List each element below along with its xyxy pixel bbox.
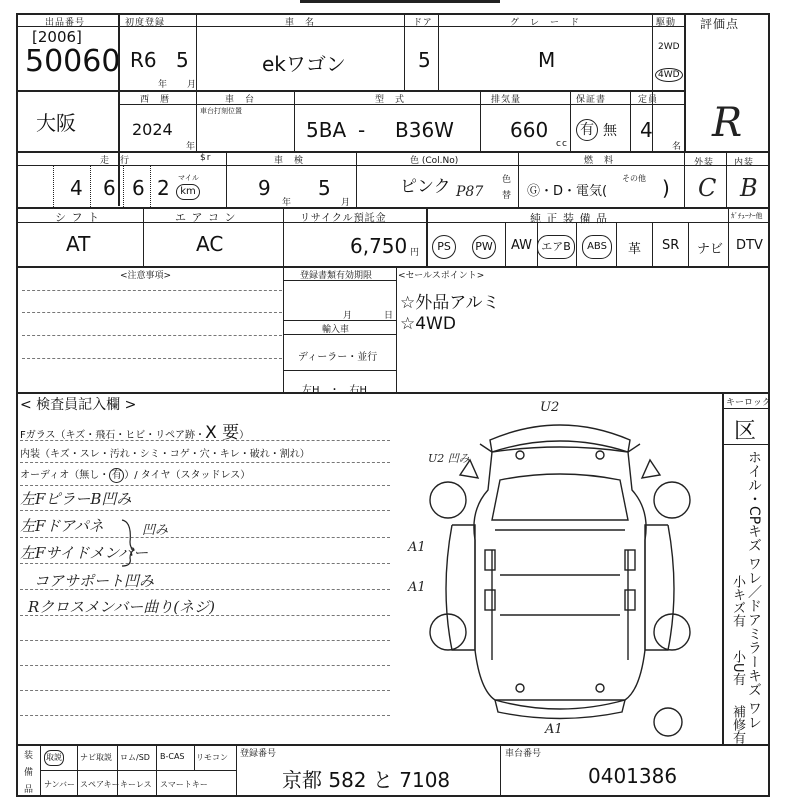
warranty-no: 無 — [603, 123, 617, 139]
inspection-unit-year: 年 — [282, 198, 293, 208]
row3-col-4 — [684, 151, 685, 207]
model-code: B36W — [395, 118, 454, 142]
footer-cell-div-4 — [194, 744, 195, 770]
region: 大阪 — [36, 111, 76, 135]
row2-col-3 — [480, 90, 481, 151]
label-doors: ドア — [413, 18, 433, 28]
footer-col-plate — [236, 744, 237, 797]
equip-div-4 — [616, 222, 617, 266]
label-model: 型 式 — [375, 95, 406, 105]
footer-col-0 — [40, 744, 41, 797]
fuel-close: ) — [662, 176, 670, 200]
row2-col-4 — [570, 90, 571, 151]
exterior-grade: C — [698, 174, 717, 202]
diagram-mark-a1-left2: A1 — [408, 580, 426, 595]
inspector-windshield: Fガラス（キズ・飛石・ヒビ・リペア跡・X 要） — [20, 423, 250, 443]
label-drive: 駆動 — [656, 18, 677, 28]
insp-line-3 — [20, 485, 390, 486]
windshield-mark: X 要 — [205, 423, 240, 443]
mileage-digit-3: 6 — [132, 176, 145, 200]
unit-cc: cc — [556, 139, 568, 149]
equip-aw: AW — [511, 238, 533, 253]
score-value: R — [712, 100, 743, 146]
keylock-label-line — [722, 408, 770, 409]
col-line-4 — [438, 13, 439, 90]
doors-count: 5 — [418, 48, 431, 72]
insp-line-11 — [20, 690, 390, 691]
row4-col-3 — [426, 207, 428, 266]
color-name: ピンク — [400, 177, 451, 197]
equip-abs: ABS — [582, 235, 612, 259]
unit-person: 名 — [672, 142, 683, 152]
row4-col-1 — [143, 207, 144, 266]
aircon: AC — [196, 232, 224, 256]
registration-unit-day: 日 — [384, 311, 395, 321]
import-label-line — [283, 334, 396, 335]
footer-col-label-2: 備 — [24, 768, 35, 778]
label-exterior: 外装 — [694, 158, 715, 168]
diagram-mark-a1-bottom: A1 — [545, 722, 563, 737]
label-shift: シ フ ト — [55, 211, 100, 224]
row3-col-2 — [356, 151, 357, 207]
import-handle: 左H ・ 右H — [302, 385, 368, 396]
label-interior: 内装 — [734, 158, 755, 168]
mileage-div-1 — [53, 165, 54, 207]
equip-div-5 — [652, 222, 653, 266]
label-sales-points: <セールスポイント> — [398, 271, 485, 281]
label-meter: $r — [200, 153, 212, 163]
footer-cell-navi-manual: ナビ取説 — [80, 753, 112, 762]
fuel-other: その他 — [622, 174, 646, 183]
footer-col-label-3: 品 — [24, 785, 35, 795]
inspection-month: 5 — [318, 176, 331, 200]
equip-pw: PW — [472, 235, 496, 259]
mileage-div-3 — [123, 165, 124, 207]
diagram-mark-u2-note: U2 凹み — [428, 452, 470, 465]
footer-cell-plate: ナンバー — [44, 780, 76, 789]
label-warranty: 保証書 — [576, 95, 607, 105]
insp-line-8 — [20, 615, 390, 616]
lot-prefix: [2006] — [32, 28, 82, 46]
hand-note-5: Rクロスメンバー曲り(ネジ) — [28, 598, 215, 616]
top-clipped-title — [300, 0, 500, 3]
label-import: 輸入車 — [322, 325, 350, 335]
first-reg-month: 5 — [176, 48, 189, 72]
mileage-unit-km: km — [176, 184, 200, 200]
chassis-number: 0401386 — [588, 764, 678, 788]
drive-2wd: 2WD — [658, 42, 680, 52]
label-displacement: 排気量 — [491, 95, 522, 105]
hand-brace-note: 凹み — [142, 523, 169, 538]
label-first-reg: 初度登録 — [125, 18, 166, 28]
mileage-div-4 — [150, 165, 151, 207]
grade: M — [538, 48, 556, 72]
warranty-yes: 有 — [576, 119, 598, 141]
hand-note-3: 左Fサイドメンバー — [20, 544, 149, 562]
side-small-scratch: 小キズ有 — [730, 575, 745, 627]
shift: AT — [66, 232, 91, 256]
row3-col-5 — [726, 151, 727, 207]
caution-line-3 — [22, 335, 282, 336]
footer-cell-div-1 — [77, 744, 78, 797]
col-line-1 — [118, 13, 120, 206]
row4-col-2 — [283, 207, 284, 266]
label-mileage: 走 行 — [100, 156, 131, 166]
row2-col-5 — [630, 90, 631, 151]
footer-cell-keyless: キーレス — [120, 780, 152, 789]
mileage-unit-mile: マイル — [178, 174, 199, 182]
plate-number: 京都 582 と 7108 — [282, 768, 451, 792]
row1-label-line — [16, 26, 684, 27]
label-score: 評価点 — [700, 17, 740, 31]
equip-div-1 — [505, 222, 506, 266]
mileage-digit-1: 4 — [70, 176, 83, 200]
insp-line-4 — [20, 510, 390, 511]
side-repair: 補修有 — [730, 705, 745, 744]
inspector-interior: 内装（キズ・スレ・汚れ・シミ・コゲ・穴・キレ・破れ・割れ） — [20, 449, 310, 460]
insp-line-1 — [20, 440, 390, 441]
row2-label-line — [118, 104, 684, 105]
insp-line-12 — [20, 715, 390, 716]
caution-line-4 — [22, 358, 282, 359]
inspector-title: < 検査員記入欄 > — [20, 397, 137, 413]
diagram-mark-a1-left1: A1 — [408, 540, 426, 555]
chassis-note: 車台打刻位置 — [200, 107, 242, 115]
footer-cell-remote: リモコン — [196, 753, 228, 762]
label-western-year: 西 暦 — [140, 95, 171, 105]
insp-line-6 — [20, 563, 390, 564]
first-reg-unit-year: 年 — [158, 80, 169, 90]
car-name: ekワゴン — [262, 52, 346, 76]
mileage-digit-4: 2 — [157, 176, 170, 200]
mileage-digit-2: 6 — [103, 176, 116, 200]
equip-div-7 — [728, 207, 729, 266]
model-sep: - — [358, 118, 366, 142]
label-fuel: 燃 料 — [584, 156, 615, 166]
equip-leather: 革 — [628, 242, 642, 257]
western-year: 2024 — [132, 120, 173, 139]
col-line-3 — [404, 13, 405, 90]
hand-brace — [118, 518, 138, 568]
hand-note-1: 左FピラーB凹み — [20, 490, 132, 508]
notes-col-2 — [396, 266, 397, 392]
footer-top-line — [16, 744, 770, 746]
hand-note-4: コアサポート凹み — [34, 572, 155, 590]
notes-col-1 — [283, 266, 284, 392]
inspection-year: 9 — [258, 176, 271, 200]
label-equipment: 純 正 装 備 品 — [530, 212, 608, 225]
label-tuner: ｶﾞﾁｭｰﾅｰ他 — [731, 212, 763, 220]
label-auction-no: 出品番号 — [45, 18, 86, 28]
equip-dtv: DTV — [736, 238, 763, 253]
drive-4wd: 4WD — [655, 68, 683, 82]
label-aircon: エ ア コ ン — [175, 211, 237, 224]
footer-cell-manual: 取説 — [44, 750, 64, 766]
label-color: 色 (Col.No) — [410, 156, 459, 166]
label-key-lock: キーロック — [726, 398, 771, 408]
row3-bottom-line — [16, 207, 770, 209]
label-chassis: 車 台 — [225, 95, 256, 105]
caution-line-1 — [22, 290, 282, 291]
inspector-audio: オーディオ（無し・ 有 ）/ タイヤ（スタッドレス） — [20, 470, 251, 481]
label-recycle: リサイクル預託金 — [300, 213, 387, 224]
key-lock-mark: 区 — [734, 419, 757, 444]
capacity: 4 — [640, 118, 653, 142]
insp-line-7 — [20, 589, 390, 590]
unit-yen: 円 — [410, 248, 421, 258]
footer-cell-bcas: B-CAS — [160, 752, 185, 761]
fuel-options: Ⓖ・D・電気( — [527, 184, 608, 199]
color-change-1: 色 — [502, 175, 513, 185]
footer-cell-div-3 — [156, 744, 157, 797]
footer-cell-div-2 — [117, 744, 118, 797]
color-change-2: 替 — [502, 191, 513, 201]
row3-col-1 — [226, 151, 227, 207]
row4-label-line-right — [426, 222, 770, 223]
import-top-line — [283, 320, 396, 321]
first-reg-unit-month: 月 — [187, 80, 198, 90]
insp-line-5 — [20, 537, 390, 538]
lot-number: 50060 — [25, 44, 121, 79]
interior-grade: B — [740, 174, 758, 202]
row2-col-2 — [294, 90, 295, 151]
sales-point-1: ☆外品アルミ — [400, 293, 500, 313]
mileage-div-2 — [90, 165, 91, 207]
first-reg-era-year: R6 — [130, 48, 157, 72]
import-dealer: ディーラー・並行 — [298, 352, 378, 363]
footer-cell-rom: ロム/SD — [120, 753, 150, 762]
sales-point-2: ☆4WD — [400, 314, 456, 334]
label-inspection: 車 検 — [274, 156, 305, 166]
footer-mid-line — [40, 770, 236, 771]
equip-airbag: エアB — [537, 235, 575, 259]
keylock-bottom-line — [722, 444, 770, 445]
deadline-label-line — [283, 280, 396, 281]
label-grade: グ レ ー ド — [510, 18, 581, 28]
row3-col-3 — [518, 151, 519, 207]
diagram-mark-u2-top: U2 — [540, 400, 560, 415]
footer-cell-smart-key: スマートキー — [160, 780, 208, 789]
col-line-score — [684, 13, 686, 151]
row4-label-line — [16, 222, 426, 223]
equip-div-3 — [576, 222, 577, 266]
audio-mark: 有 — [109, 468, 124, 483]
hand-note-2: 左Fドアパネ — [20, 517, 104, 535]
equip-div-2 — [537, 222, 538, 266]
recycle-fee: 6,750 — [350, 234, 408, 258]
label-plate: 登録番号 — [240, 749, 277, 759]
model-prefix: 5BA — [306, 118, 347, 142]
registration-unit-month: 月 — [343, 311, 354, 321]
equip-sunroof: SR — [662, 238, 680, 253]
caution-line-2 — [22, 312, 282, 313]
equip-navi: ナビ — [697, 242, 724, 257]
label-chassis-number: 車台番号 — [505, 749, 542, 759]
row3-label-line — [16, 165, 770, 166]
color-code: P87 — [456, 184, 484, 200]
western-unit-year: 年 — [186, 142, 197, 152]
label-capacity: 定員 — [638, 95, 659, 105]
inspection-unit-month: 月 — [341, 198, 352, 208]
displacement: 660 — [510, 118, 549, 142]
footer-col-chassis — [500, 744, 501, 797]
col-line-2 — [196, 13, 197, 90]
label-car-name: 車 名 — [285, 18, 316, 28]
footer-cell-spare-key: スペアキー — [80, 780, 120, 789]
equip-ps: PS — [432, 235, 456, 259]
insp-line-10 — [20, 665, 390, 666]
side-small-dent: 小U有 — [730, 650, 745, 686]
equip-div-6 — [688, 222, 689, 266]
row2-col-1 — [196, 90, 197, 151]
insp-line-2 — [20, 462, 390, 463]
label-registration-deadline: 登録書類有効期限 — [300, 271, 373, 281]
label-caution: <注意事項> — [120, 271, 172, 281]
side-text: ホイル・CPキズ ワレ／ドアミラーキズ ワレ — [746, 450, 762, 730]
footer-col-label-1: 装 — [24, 751, 35, 761]
import-mid-line — [283, 370, 396, 371]
insp-line-9 — [20, 640, 390, 641]
